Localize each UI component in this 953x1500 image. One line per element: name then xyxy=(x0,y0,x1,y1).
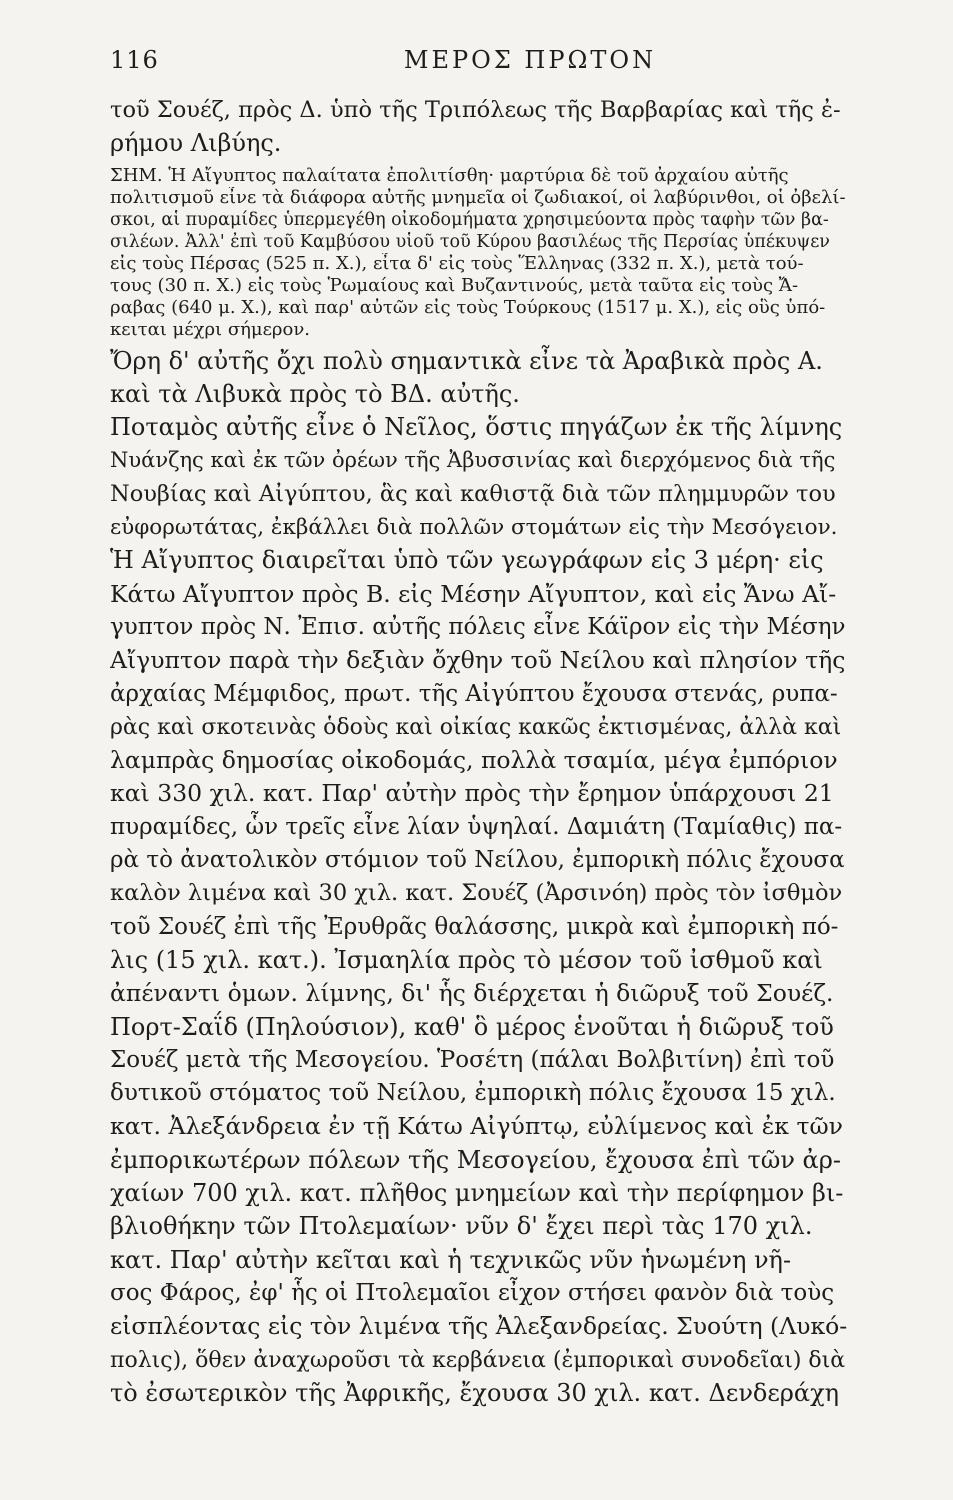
intro-paragraph xyxy=(110,94,850,161)
text-line: Πορτ-Σαΐδ (Πηλούσιον), καθ' ὃ μέρος ἑνοῦται ἡ διῶρυξ τοῦ xyxy=(110,1012,834,1041)
note-paragraph xyxy=(110,165,850,341)
text-line: τοῦ Σουέζ ἐπὶ τῆς Ἐρυθρᾶς θαλάσσης, μικρὰ καὶ ἐμπορικὴ πό- xyxy=(110,913,839,940)
text-line: ρήμου Λιβύης. xyxy=(110,129,282,158)
text-line: πυραμίδες, ὧν τρεῖς εἶνε λίαν ὑψηλαί. Δαμιάτη (Ταμίαθις) πα- xyxy=(110,813,843,840)
text-line: Κάτω Αἴγυπτον πρὸς Β. εἰς Μέσην Αἴγυπτον, καὶ εἰς Ἄνω Αἴ- xyxy=(110,579,837,608)
text-line: εἰσπλέοντας εἰς τὸν λιμένα τῆς Ἀλεξανδρείας. Συούτη (Λυκό- xyxy=(110,1312,848,1341)
page-number: 116 xyxy=(110,46,159,74)
page-header xyxy=(110,46,855,86)
text-line: δυτικοῦ στόματος τοῦ Νείλου, ἐμπορικὴ πόλις ἔχουσα 15 χιλ. xyxy=(110,1080,836,1107)
note-line: τους (30 π. Χ.) εἰς τοὺς Ῥωμαίους καὶ Βυζαντινούς, μετὰ ταῦτα εἰς τοὺς Ἄ- xyxy=(110,274,799,296)
text-line: γυπτον πρὸς Ν. Ἐπισ. αὐτῆς πόλεις εἶνε Κάϊρον εἰς τὴν Μέσην xyxy=(110,613,846,640)
text-line: βλιοθήκην τῶν Πτολεμαίων· νῦν δ' ἔχει περὶ τὰς 170 χιλ. xyxy=(110,1212,813,1241)
text-line: Σουέζ μετὰ τῆς Μεσογείου. Ῥοσέτη (πάλαι Βολβιτίνη) ἐπὶ τοῦ xyxy=(110,1046,835,1073)
text-line: Ὄρη δ' αὐτῆς ὄχι πολὺ σημαντικὰ εἶνε τὰ Ἀραβικὰ πρὸς Α. xyxy=(110,346,823,375)
note-line: εἰς τοὺς Πέρσας (525 π. Χ.), εἶτα δ' εἰς τοὺς Ἕλληνας (332 π. Χ.), μετὰ τού- xyxy=(110,252,804,274)
text-line: τὸ ἐσωτερικὸν τῆς Ἀφρικῆς, ἔχουσα 30 χιλ. κατ. Δενδεράχη xyxy=(110,1378,840,1407)
text-line: Νυάνζης καὶ ἐκ τῶν ὀρέων τῆς Ἀβυσσινίας καὶ διερχόμενος διὰ τῆς xyxy=(110,448,836,473)
text-line: ἀπέναντι ὁμων. λίμνης, δι' ἧς διέρχεται ἡ διῶρυξ τοῦ Σουέζ. xyxy=(110,979,834,1008)
main-text xyxy=(110,345,850,1411)
text-line: καὶ 330 χιλ. κατ. Παρ' αὐτὴν πρὸς τὴν ἔρημον ὑπάρχουσι 21 xyxy=(110,779,834,808)
note-line: σιλέων. Ἀλλ' ἐπὶ τοῦ Καμβύσου υἱοῦ τοῦ Κύρου βασιλέως τῆς Περσίας ὑπέκυψεν xyxy=(110,231,830,252)
note-line: κειται μέχρι σήμερον. xyxy=(110,318,310,340)
note-line: ραβας (640 μ. Χ.), καὶ παρ' αὐτῶν εἰς τοὺς Τούρκους (1517 μ. Χ.), εἰς οὓς ὑπό- xyxy=(110,296,826,318)
text-line: τοῦ Σουέζ, πρὸς Δ. ὑπὸ τῆς Τριπόλεως τῆς Βαρβαρίας καὶ τῆς ἐ- xyxy=(110,97,841,123)
running-title: ΜΕΡΟΣ ΠΡΩΤΟΝ xyxy=(403,46,657,74)
text-line: σος Φάρος, ἐφ' ἧς οἱ Πτολεμαῖοι εἶχον στήσει φανὸν διὰ τοὺς xyxy=(110,1279,835,1306)
note-line: ΣΗΜ. Ἡ Αἴγυπτος παλαίτατα ἐπολιτίσθη· μαρτύρια δὲ τοῦ ἀρχαίου αὐτῆς xyxy=(110,164,789,186)
text-line: λαμπρὰς δημοσίας οἰκοδομάς, πολλὰ τσαμία, μέγα ἐμπόριον xyxy=(110,746,838,775)
text-line: κατ. Ἀλεξάνδρεια ἐν τῇ Κάτω Αἰγύπτῳ, εὐλίμενος καὶ ἐκ τῶν xyxy=(110,1112,843,1141)
text-line: κατ. Παρ' αὐτὴν κεῖται καὶ ἡ τεχνικῶς νῦν ἡνωμένη νῆ- xyxy=(110,1245,792,1274)
text-line: καλὸν λιμένα καὶ 30 χιλ. κατ. Σουέζ (Ἀρσινόη) πρὸς τὸν ἰσθμὸν xyxy=(110,880,843,907)
text-line: Νουβίας καὶ Αἰγύπτου, ἃς καὶ καθιστᾷ διὰ τῶν πλημμυρῶν του xyxy=(110,480,836,507)
text-line: λις (15 χιλ. κατ.). Ἰσμαηλία πρὸς τὸ μέσον τοῦ ἰσθμοῦ καὶ xyxy=(110,945,823,974)
text-line: ρὰ τὸ ἀνατολικὸν στόμιον τοῦ Νείλου, ἐμπορικὴ πόλις ἔχουσα xyxy=(110,847,845,874)
text-line: εὐφορωτάτας, ἐκβάλλει διὰ πολλῶν στομάτων εἰς τὴν Μεσόγειον. xyxy=(110,515,838,541)
text-line: ἀρχαίας Μέμφιδος, πρωτ. τῆς Αἰγύπτου ἔχουσα στενάς, ρυπα- xyxy=(110,680,838,707)
text-line: πολις), ὅθεν ἀναχωροῦσι τὰ κερβάνεια (ἐμπορικαὶ συνοδεῖαι) διὰ xyxy=(110,1347,846,1373)
text-line: ἐμπορικωτέρων πόλεων τῆς Μεσογείου, ἔχουσα ἐπὶ τῶν ἀρ- xyxy=(110,1145,841,1174)
text-line: Ποταμὸς αὐτῆς εἶνε ὁ Νεῖλος, ὅστις πηγάζων ἐκ τῆς λίμνης xyxy=(110,413,843,442)
note-line: πολιτισμοῦ εἶνε τὰ διάφορα αὐτῆς μνημεῖα οἱ ζωδιακοί, οἱ λαβύρινθοι, οἱ ὀβελί- xyxy=(110,186,846,208)
text-line: χαίων 700 χιλ. κατ. πλῆθος μνημείων καὶ τὴν περίφημον βι- xyxy=(110,1179,844,1208)
note-line: σκοι, αἱ πυραμίδες ὑπερμεγέθη οἰκοδομήματα χρησιμεύοντα πρὸς ταφὴν τῶν βα- xyxy=(110,209,829,230)
text-line: καὶ τὰ Λιβυκὰ πρὸς τὸ ΒΔ. αὐτῆς. xyxy=(110,379,520,408)
text-line: Ἡ Αἴγυπτος διαιρεῖται ὑπὸ τῶν γεωγράφων εἰς 3 μέρη· εἰς xyxy=(110,546,824,575)
text-line: Αἴγυπτον παρὰ τὴν δεξιὰν ὄχθην τοῦ Νείλου καὶ πλησίον τῆς xyxy=(110,646,846,675)
page-body xyxy=(110,94,850,1410)
text-line: ρὰς καὶ σκοτεινὰς ὁδοὺς καὶ οἰκίας κακῶς ἐκτισμένας, ἀλλὰ καὶ xyxy=(110,714,842,740)
